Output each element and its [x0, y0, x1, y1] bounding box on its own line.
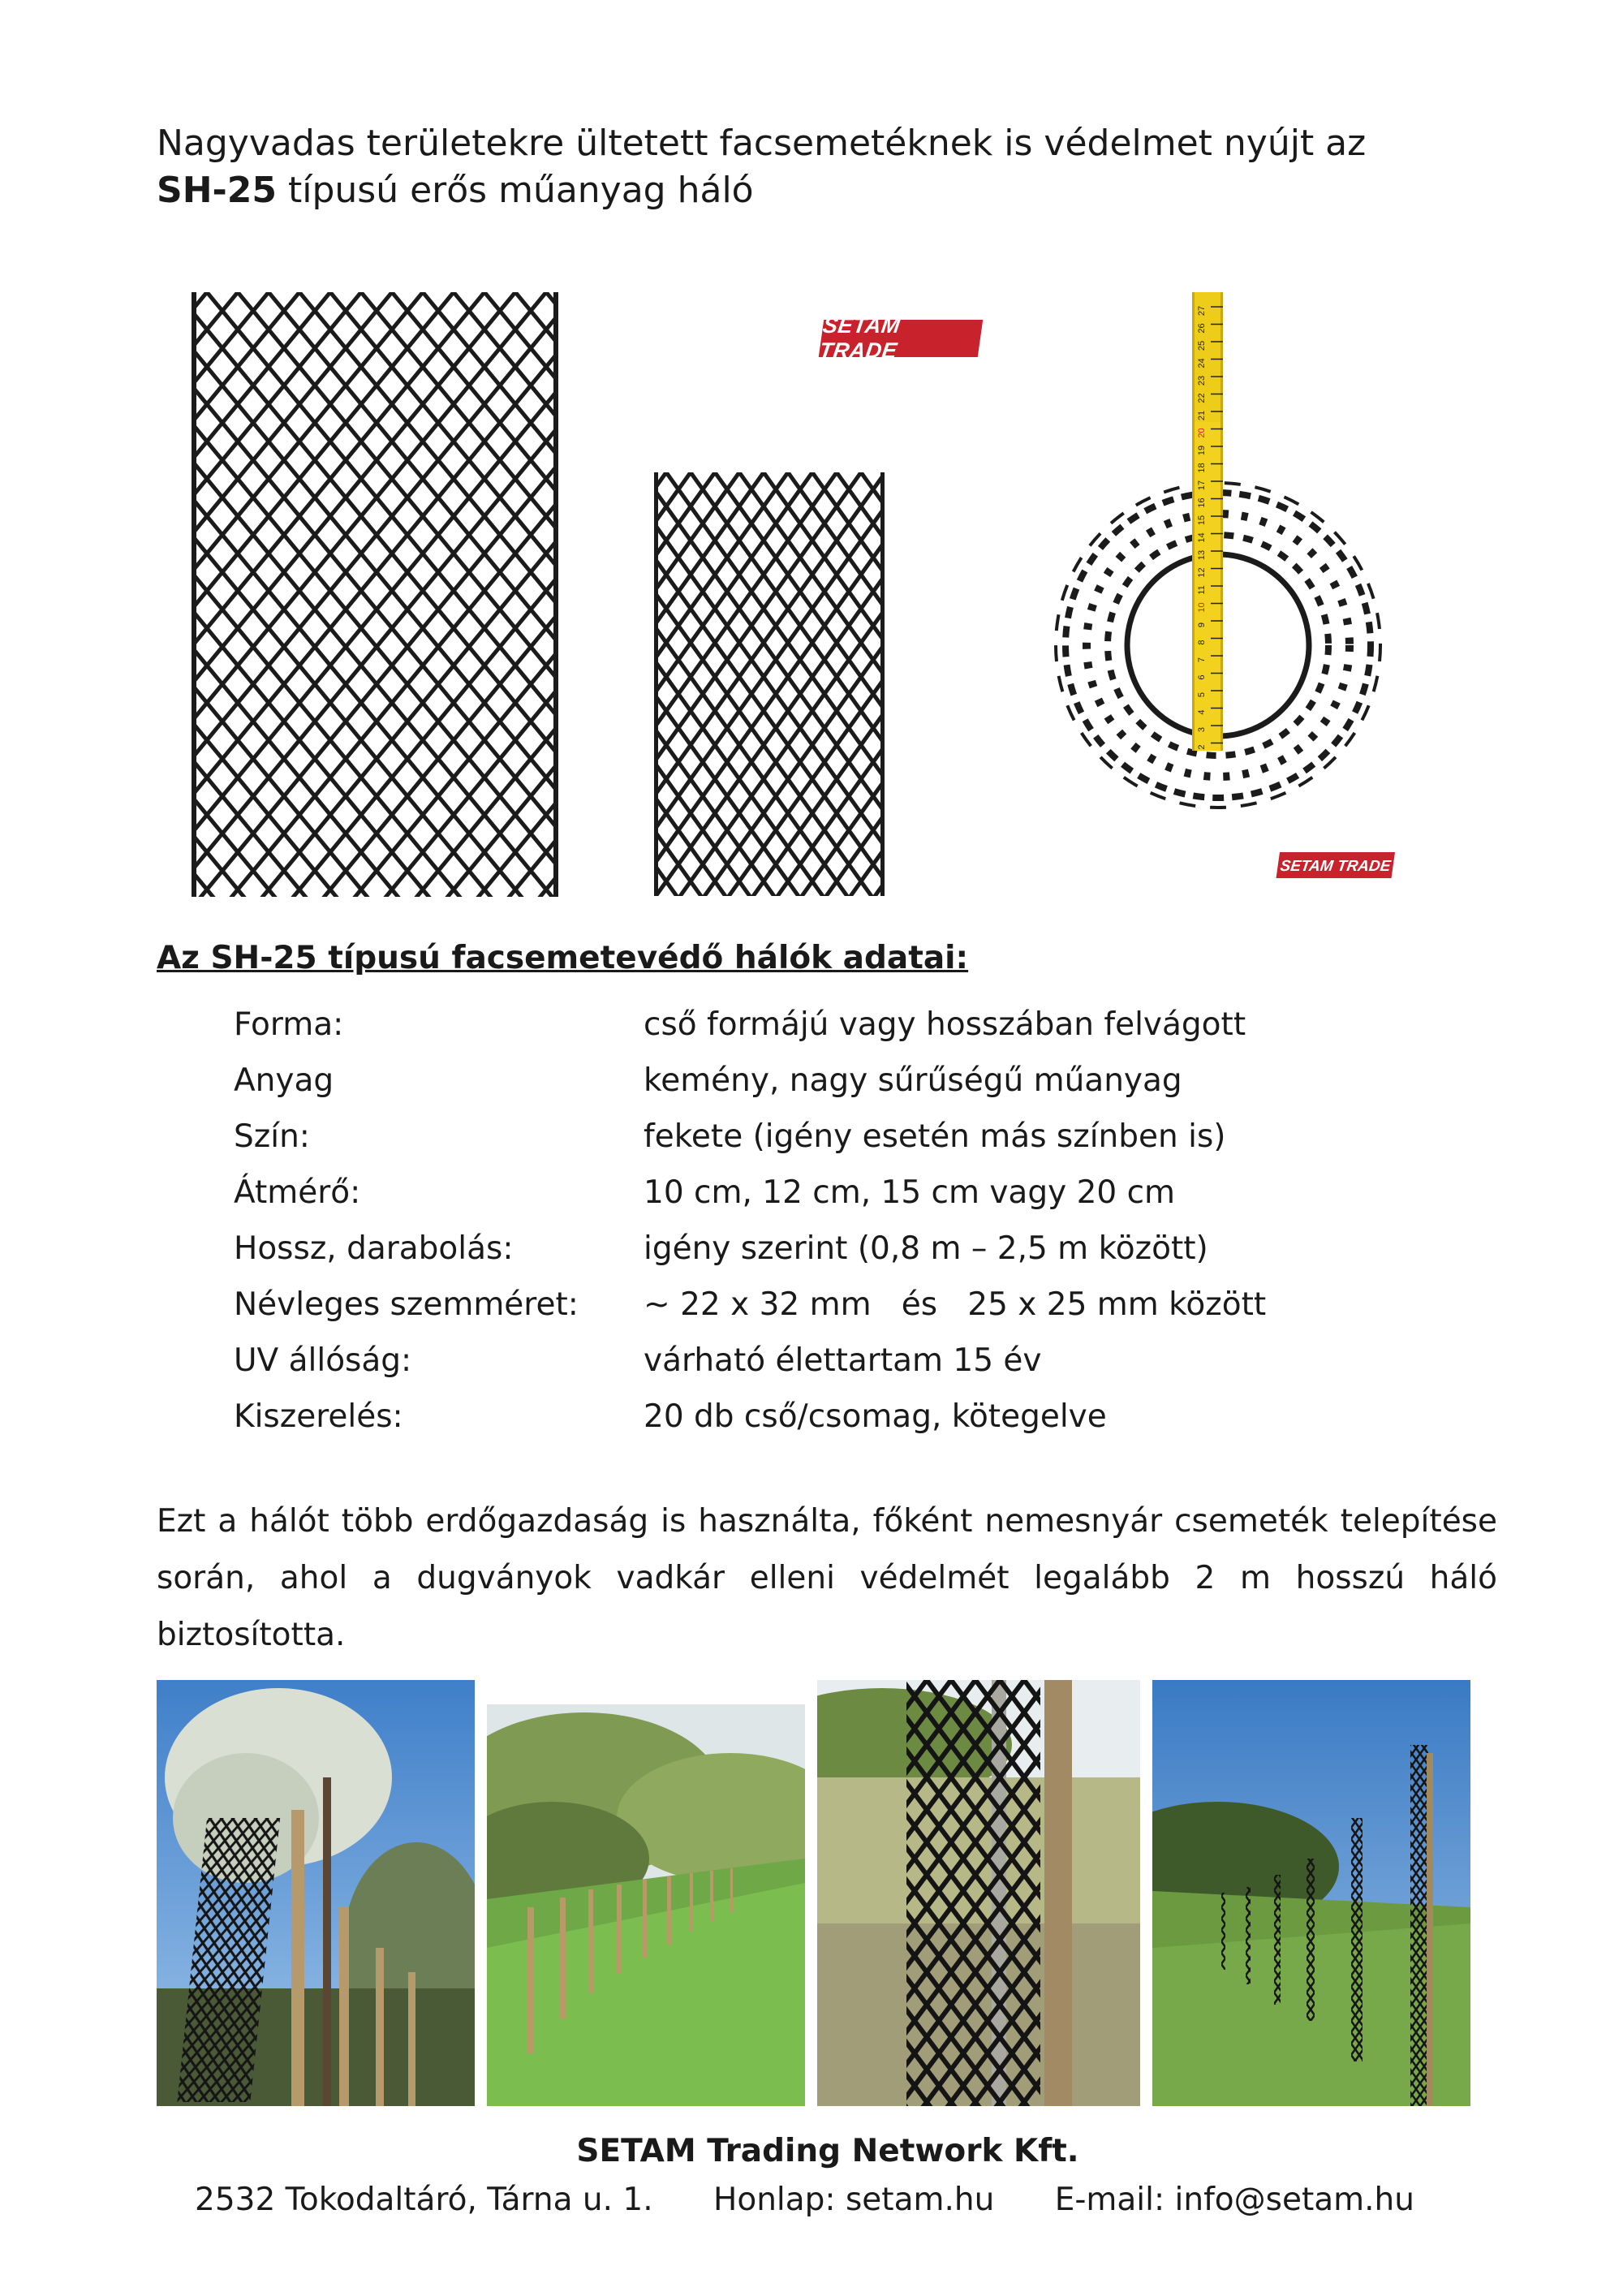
intro-line-1: Nagyvadas területekre ültetett facsemetéknek is védelmet nyújt az — [157, 123, 1367, 164]
tape-number: 24 — [1197, 358, 1207, 368]
tape-number: 18 — [1197, 463, 1207, 473]
tape-number: 19 — [1197, 445, 1207, 456]
model-name: SH-25 — [157, 170, 278, 211]
spec-value: ~ 22 x 32 mm és 25 x 25 mm között — [644, 1286, 1267, 1323]
product-photo-short-net — [654, 472, 885, 896]
tape-number: 5 — [1197, 691, 1207, 698]
section-title: Az SH-25 típusú facsemetevédő hálók adatai: — [157, 940, 969, 976]
spec-label: Forma: — [234, 1006, 344, 1043]
tape-number: 6 — [1197, 674, 1207, 680]
product-photo-tall-net — [192, 292, 558, 897]
spec-label: Szín: — [234, 1118, 310, 1155]
tape-number: 20 — [1197, 428, 1207, 438]
company-name: SETAM Trading Network Kft. — [576, 2133, 1079, 2169]
field-photo-young-trees — [1152, 1680, 1470, 2106]
intro-line-2-rest: típusú erős műanyag háló — [277, 170, 754, 211]
tape-number: 15 — [1197, 515, 1207, 526]
tape-number: 13 — [1197, 549, 1207, 561]
intro-heading — [157, 120, 1496, 214]
tape-number: 21 — [1197, 410, 1207, 421]
address: 2532 Tokodaltáró, Tárna u. 1. — [195, 2182, 653, 2218]
intro-line-2 — [157, 167, 1496, 214]
contact-line — [195, 2182, 1414, 2218]
spec-label: Kiszerelés: — [234, 1398, 403, 1435]
tape-number: 8 — [1197, 640, 1207, 645]
tape-number: 26 — [1197, 323, 1207, 334]
spec-value: igény szerint (0,8 m – 2,5 m között) — [644, 1230, 1208, 1267]
tape-number: 22 — [1197, 393, 1207, 403]
spec-label: Névleges szemméret: — [234, 1286, 579, 1323]
tape-number: 4 — [1197, 709, 1207, 715]
spec-value: várható élettartam 15 év — [644, 1342, 1042, 1379]
tape-number: 23 — [1197, 375, 1207, 386]
tape-number: 9 — [1197, 622, 1207, 628]
tape-number: 3 — [1197, 726, 1207, 733]
spec-label: Átmérő: — [234, 1174, 361, 1211]
tape-number: 17 — [1197, 480, 1207, 491]
product-photo-ring-tape — [1024, 292, 1414, 897]
field-photo-row-plantation — [487, 1704, 805, 2106]
tape-number: 14 — [1197, 532, 1207, 543]
field-photo-forest-net — [157, 1680, 475, 2106]
tape-number: 10 — [1197, 602, 1207, 613]
tape-number: 16 — [1197, 498, 1207, 508]
tape-number: 12 — [1197, 567, 1207, 578]
tape-number: 7 — [1197, 657, 1207, 663]
tape-number: 25 — [1197, 340, 1207, 351]
setam-trade-logo: SETAM TRADE — [819, 320, 983, 357]
spec-label: Hossz, darabolás: — [234, 1230, 514, 1267]
tape-number: 11 — [1197, 585, 1207, 595]
website[interactable]: Honlap: setam.hu — [713, 2182, 995, 2218]
email[interactable]: E-mail: info@setam.hu — [1054, 2182, 1414, 2218]
spec-value: cső formájú vagy hosszában felvágott — [644, 1006, 1246, 1043]
spec-value: fekete (igény esetén más színben is) — [644, 1118, 1226, 1155]
tape-number: 2 — [1197, 744, 1207, 750]
tape-number: 27 — [1197, 305, 1207, 317]
spec-value: kemény, nagy sűrűségű műanyag — [644, 1062, 1182, 1099]
setam-trade-logo-small: SETAM TRADE — [1279, 858, 1392, 875]
spec-label: Anyag — [234, 1062, 334, 1099]
field-photo-closeup-net — [817, 1680, 1140, 2106]
spec-value: 20 db cső/csomag, kötegelve — [644, 1398, 1107, 1435]
spec-label: UV állóság: — [234, 1342, 412, 1379]
spec-value: 10 cm, 12 cm, 15 cm vagy 20 cm — [644, 1174, 1176, 1211]
description-paragraph: Ezt a hálót több erdőgazdaság is használta, főként nemesnyár csemeték telepítése során, ahol a dugványok vadkár elleni védelmét legalább 2 m hosszú háló biztosította. — [157, 1503, 1497, 1653]
